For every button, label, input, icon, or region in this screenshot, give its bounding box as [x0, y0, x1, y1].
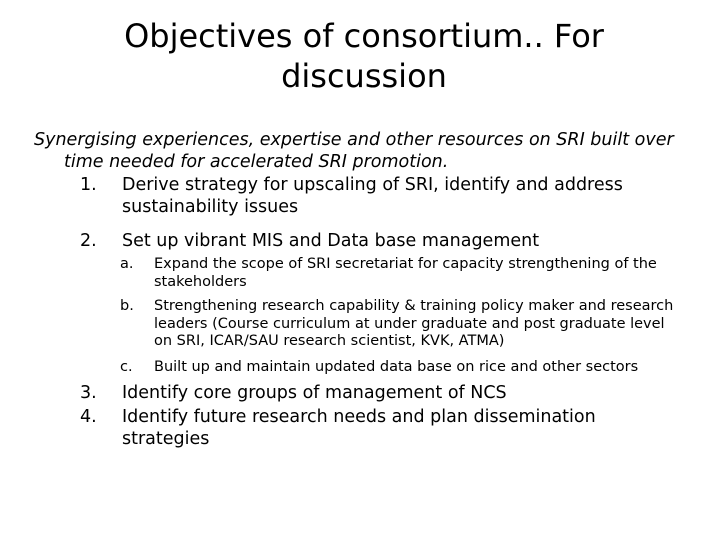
list-item-text: Derive strategy for upscaling of SRI, identify and address sustainability issues: [122, 175, 623, 217]
list-item-text: Strengthening research capability & training policy maker and research leaders (Course curriculum at under graduate and post graduate level on SRI, ICAR/SAU research scientist, KVK, ATMA): [154, 298, 674, 349]
slide-title: Objectives of consortium.. For discussion: [124, 17, 604, 95]
intro-text: Synergising experiences, expertise and other resources on SRI built over time needed for accelerated SRI promotion.: [34, 130, 674, 172]
list-marker: 2.: [80, 231, 97, 251]
list-marker: 3.: [80, 383, 97, 403]
list-marker: c.: [120, 359, 133, 375]
list-item-text: Identify future research needs and plan dissemination strategies: [122, 407, 596, 449]
list-marker: 1.: [80, 175, 97, 195]
list-marker: a.: [120, 256, 134, 272]
list-item-text: Built up and maintain updated data base on rice and other sectors: [154, 359, 639, 375]
list-marker: 4.: [80, 407, 97, 427]
list-item-text: Set up vibrant MIS and Data base management: [122, 231, 540, 251]
list-item-text: Identify core groups of management of NCS: [122, 383, 507, 403]
list-marker: b.: [120, 298, 134, 314]
list-item-text: Expand the scope of SRI secretariat for capacity strengthening of the stakeholders: [154, 256, 657, 290]
